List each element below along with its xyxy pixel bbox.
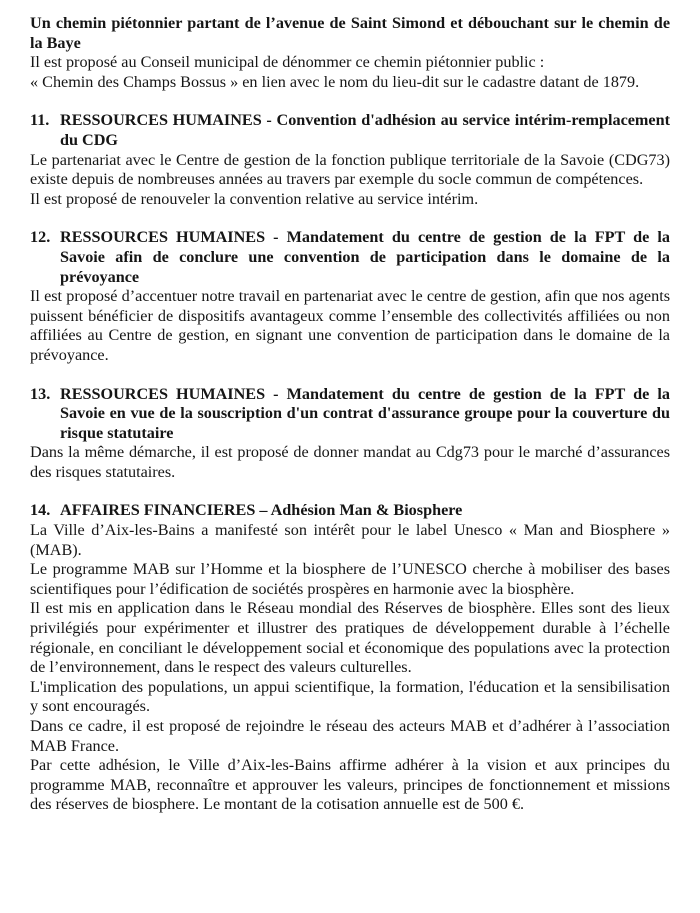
section-number: 13.: [30, 384, 51, 403]
paragraph: Il est proposé au Conseil municipal de dénommer ce chemin piétonnier public :: [30, 53, 545, 72]
section-title: [30, 501, 670, 521]
section-title: [30, 111, 670, 150]
section-14: [30, 501, 670, 815]
paragraph: La Ville d’Aix-les-Bains a manifesté son intérêt pour le label Unesco « Man and Biosphere » (MAB).: [30, 521, 670, 559]
section-chemin-pietonnier: [30, 14, 670, 92]
section-13: [30, 385, 670, 483]
section-title-text: RESSOURCES HUMAINES - Mandatement du centre de gestion de la FPT de la Savoie en vue de la souscription d'un contrat d'assurance groupe pour la couverture du risque statutaire: [60, 384, 670, 442]
paragraph: L'implication des populations, un appui scientifique, la formation, l'éducation et la sensibilisation y sont encouragés.: [30, 677, 670, 716]
paragraph: Dans ce cadre, il est proposé de rejoindre le réseau des acteurs MAB et d’adhérer à l’association MAB France.: [30, 717, 670, 755]
section-title-text: AFFAIRES FINANCIERES – Adhésion Man & Biosphere: [60, 501, 463, 520]
section-title: [30, 385, 670, 444]
paragraph: Par cette adhésion, le Ville d’Aix-les-Bains affirme adhérer à la vision et aux principes du programme MAB, reconnaître et approuver les valeurs, principes de fonctionnement et missions des réserves de biosphere. Le montant de la cotisation annuelle est de 500 €.: [30, 756, 670, 814]
section-title-text: Un chemin piétonnier partant de l’avenue de Saint Simond et débouchant sur le chemin de la Baye: [30, 14, 670, 52]
paragraph: Le programme MAB sur l’Homme et la biosphere de l’UNESCO cherche à mobiliser des bases scientifiques pour l’édification de sociétés prospères en harmonie avec la biosphère.: [30, 560, 670, 598]
section-title: [30, 228, 670, 287]
section-12: [30, 228, 670, 365]
paragraph: Il est proposé d’accentuer notre travail en partenariat avec le centre de gestion, afin que nos agents puissent bénéficier de dispositifs avantageux comme l’ensemble des collectivités affiliées ou non affiliées au Centre de gestion, en signant une convention de participation dans le domaine de la prévoyance.: [30, 287, 670, 364]
section-title-text: RESSOURCES HUMAINES - Mandatement du centre de gestion de la FPT de la Savoie afin de conclure une convention de participation dans le domaine de la prévoyance: [60, 228, 670, 286]
section-number: 12.: [30, 228, 51, 247]
paragraph: Le partenariat avec le Centre de gestion de la fonction publique territoriale de la Savoie (CDG73) existe depuis de nombreuses années au travers par exemple du socle commun de compétences.: [30, 150, 670, 189]
section-title-text: RESSOURCES HUMAINES - Convention d'adhésion au service intérim-remplacement du CDG: [60, 111, 670, 149]
paragraph: Il est proposé de renouveler la convention relative au service intérim.: [30, 189, 479, 208]
paragraph: Il est mis en application dans le Réseau mondial des Réserves de biosphère. Elles sont des lieux privilégiés pour expérimenter et illustrer des pratiques de développement durable à l’échelle régionale, en conciliant le développement social et économique des populations avec la protection de l’environnement, dans le respect des valeurs culturelles.: [30, 599, 670, 677]
section-number: 14.: [30, 501, 51, 520]
section-11: [30, 111, 670, 209]
paragraph: « Chemin des Champs Bossus » en lien avec le nom du lieu-dit sur le cadastre datant de 1879.: [30, 72, 640, 91]
section-number: 11.: [30, 111, 50, 130]
section-title: [30, 14, 670, 53]
paragraph: Dans la même démarche, il est proposé de donner mandat au Cdg73 pour le marché d’assurances des risques statutaires.: [30, 443, 670, 481]
